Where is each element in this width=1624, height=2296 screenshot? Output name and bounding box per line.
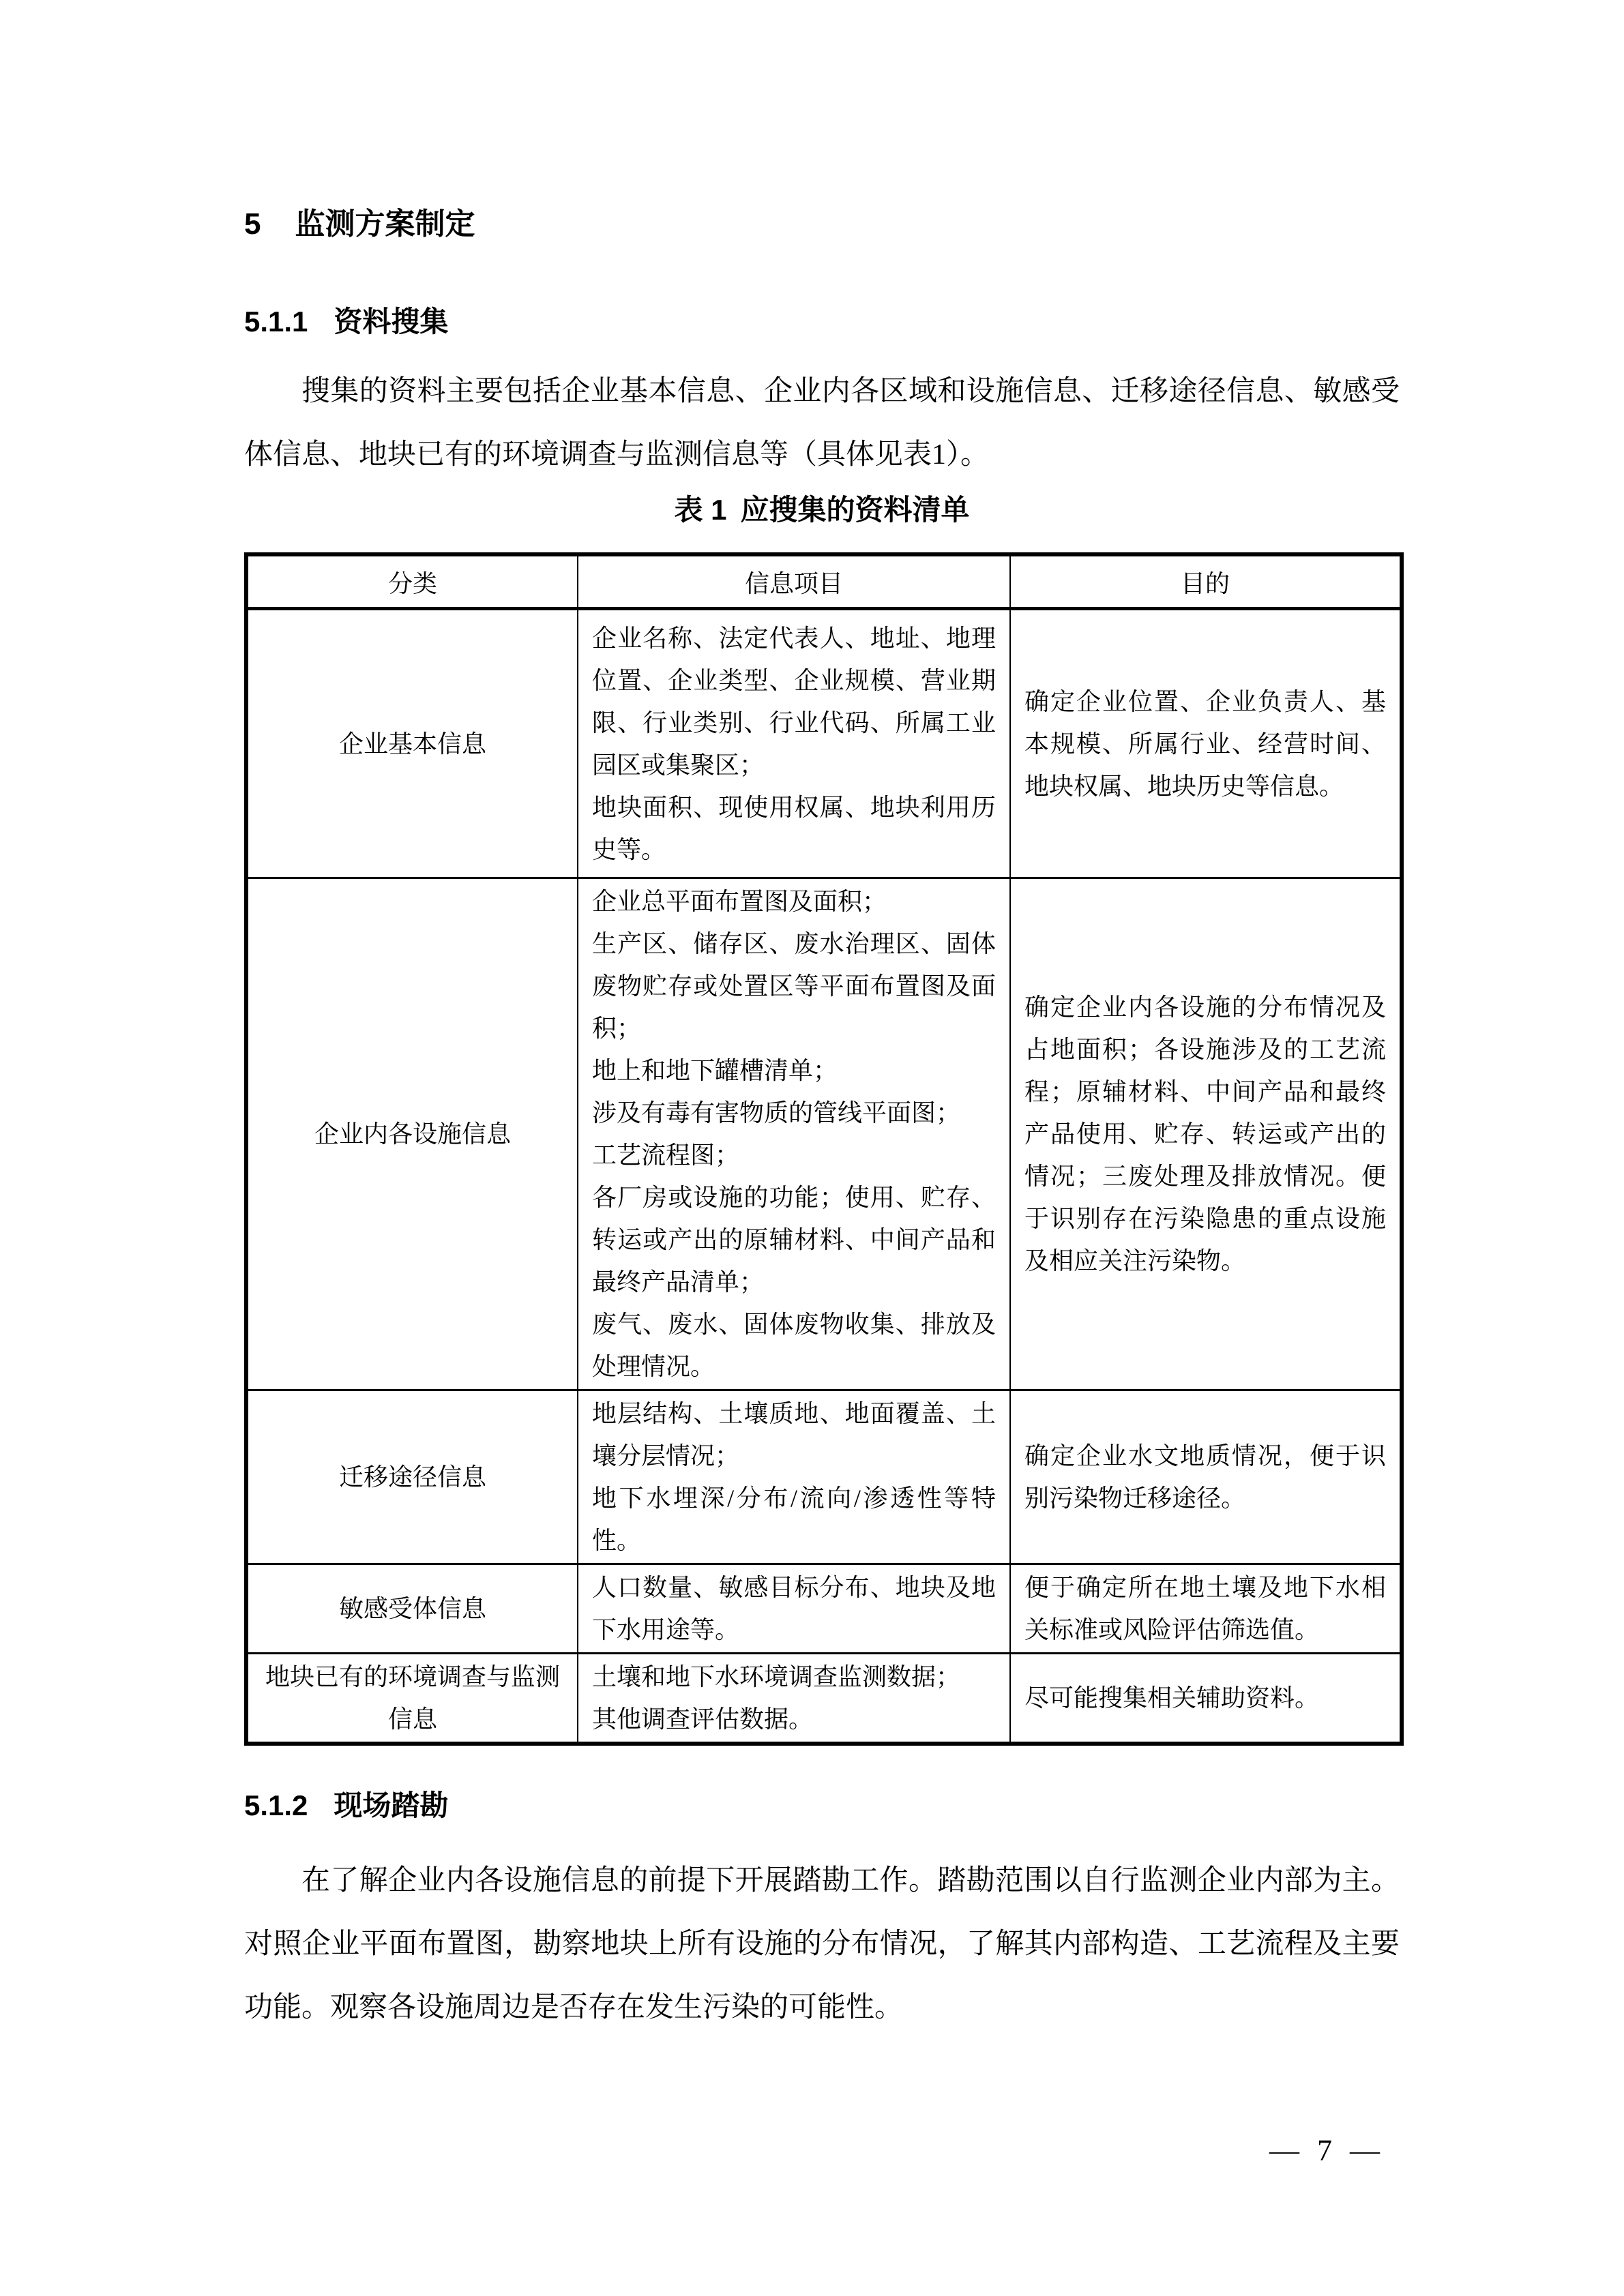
category-cell: 地块已有的环境调查与监测信息 (246, 1654, 578, 1744)
subsection-heading-511 (244, 303, 448, 341)
table-row-sensitive-receptor (246, 1564, 1402, 1654)
column-header-category: 分类 (246, 554, 578, 609)
footer-dash-right: — (1350, 2134, 1380, 2167)
subsection-heading-512 (244, 1787, 448, 1825)
subsection-title: 资料搜集 (334, 305, 449, 338)
table-caption-label: 表 1 (674, 494, 727, 526)
section-heading (244, 205, 475, 244)
item-line: 各厂房或设施的功能；使用、贮存、转运或产出的原辅材料、中间产品和最终产品清单； (592, 1184, 996, 1296)
item-line: 生产区、储存区、废水治理区、固体废物贮存或处置区等平面布置图及面积； (592, 930, 996, 1042)
item-line: 工艺流程图； (592, 1142, 740, 1169)
table-header-row (246, 554, 1402, 609)
items-cell (578, 878, 1010, 1390)
table-row-existing-survey (246, 1654, 1402, 1744)
table-row-migration-pathway (246, 1390, 1402, 1564)
section-number: 5 (244, 207, 261, 241)
materials-table (244, 552, 1404, 1746)
item-line: 企业名称、法定代表人、地址、地理位置、企业类型、企业规模、营业期限、行业类别、行业代码、所属工业园区或集聚区； (592, 624, 996, 779)
subsection-number: 5.1.1 (244, 305, 308, 338)
column-header-items: 信息项目 (578, 554, 1010, 609)
item-line: 企业总平面布置图及面积； (592, 888, 887, 915)
item-line: 其他调查评估数据。 (592, 1705, 814, 1733)
table-row-basic-info (246, 609, 1402, 878)
item-line: 地上和地下罐槽清单； (592, 1057, 838, 1084)
subsection-title: 现场踏勘 (334, 1789, 449, 1821)
column-header-purpose: 目的 (1010, 554, 1402, 609)
item-line: 地下水埋深/分布/流向/渗透性等特性。 (592, 1485, 996, 1554)
subsection-number: 5.1.2 (244, 1789, 308, 1821)
page-number: 7 (1317, 2134, 1332, 2167)
item-line: 人口数量、敏感目标分布、地块及地下水用途等。 (592, 1574, 996, 1643)
item-line: 涉及有毒有害物质的管线平面图； (592, 1099, 961, 1127)
purpose-cell: 确定企业位置、企业负责人、基本规模、所属行业、经营时间、地块权属、地块历史等信息。 (1010, 609, 1402, 878)
item-line: 地层结构、土壤质地、地面覆盖、土壤分层情况； (592, 1400, 996, 1470)
table-caption (244, 490, 1400, 531)
table-row-facility-info (246, 878, 1402, 1390)
item-line: 废气、废水、固体废物收集、排放及处理情况。 (592, 1311, 996, 1380)
footer-dash-left: — (1269, 2134, 1299, 2167)
purpose-cell: 便于确定所在地土壤及地下水相关标准或风险评估筛选值。 (1010, 1564, 1402, 1654)
item-line: 土壤和地下水环境调查监测数据； (592, 1663, 961, 1690)
items-cell (578, 609, 1010, 878)
item-line: 地块面积、现使用权属、地块利用历史等。 (592, 793, 996, 863)
table-container (244, 552, 1400, 1746)
category-cell: 迁移途径信息 (246, 1390, 578, 1564)
purpose-cell: 尽可能搜集相关辅助资料。 (1010, 1654, 1402, 1744)
section-title: 监测方案制定 (295, 207, 475, 241)
purpose-cell: 确定企业内各设施的分布情况及占地面积；各设施涉及的工艺流程；原辅材料、中间产品和最终产品使用、贮存、转运或产出的情况；三废处理及排放情况。便于识别存在污染隐患的重点设施及相应关注污染物。 (1010, 878, 1402, 1390)
purpose-cell: 确定企业水文地质情况，便于识别污染物迁移途径。 (1010, 1390, 1402, 1564)
category-cell: 企业基本信息 (246, 609, 578, 878)
table-caption-title: 应搜集的资料清单 (740, 494, 970, 526)
page-number-footer (1269, 2132, 1380, 2170)
items-cell (578, 1390, 1010, 1564)
paragraph-data-collection: 搜集的资料主要包括企业基本信息、企业内各区域和设施信息、迁移途径信息、敏感受体信息、地块已有的环境调查与监测信息等（具体见表1）。 (244, 376, 1400, 471)
category-cell: 敏感受体信息 (246, 1564, 578, 1654)
items-cell (578, 1654, 1010, 1744)
category-cell: 企业内各设施信息 (246, 878, 578, 1390)
paragraph-site-survey: 在了解企业内各设施信息的前提下开展踏勘工作。踏勘范围以自行监测企业内部为主。对照企业平面布置图，勘察地块上所有设施的分布情况，了解其内部构造、工艺流程及主要功能。观察各设施周边是否存在发生污染的可能性。 (244, 1865, 1400, 2023)
items-cell (578, 1564, 1010, 1654)
